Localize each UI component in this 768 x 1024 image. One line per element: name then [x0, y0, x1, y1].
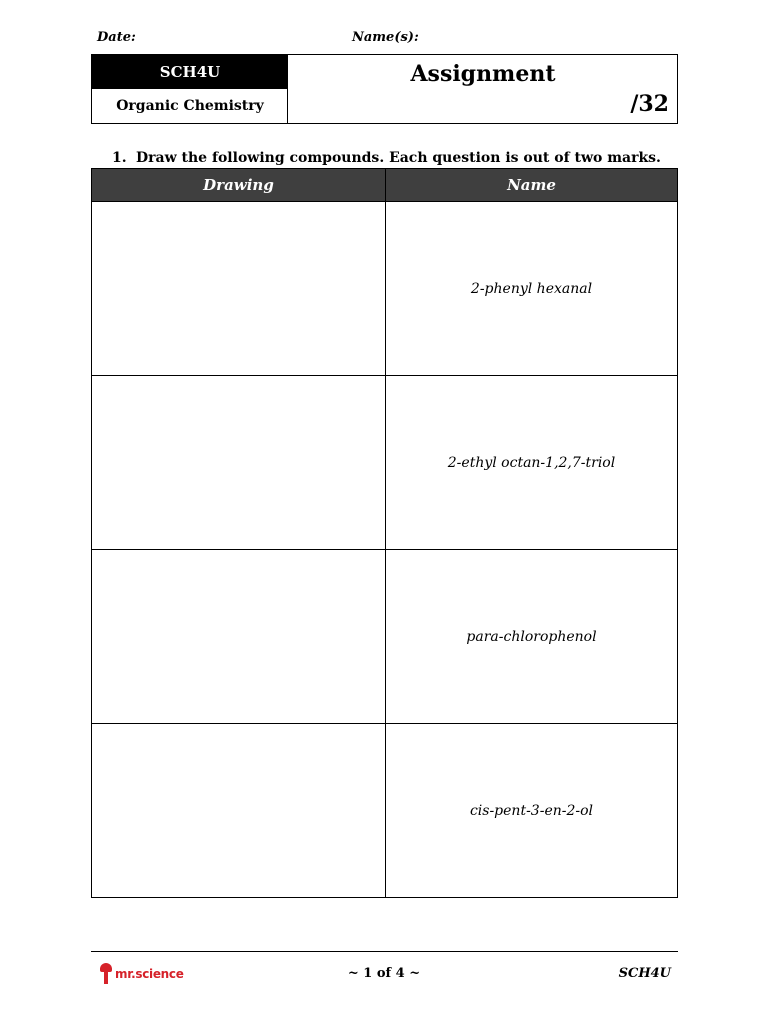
drawing-cell[interactable]: [92, 550, 386, 724]
names-label: Name(s):: [352, 30, 419, 45]
page-number: ~ 1 of 4 ~: [347, 966, 421, 981]
course-name: Organic Chemistry: [92, 88, 288, 123]
compound-name-cell: 2-ethyl octan-1,2,7-triol: [386, 376, 678, 550]
table-row: [92, 202, 678, 376]
question-number: 1.: [112, 150, 127, 166]
compound-name-cell: cis-pent-3-en-2-ol: [386, 724, 678, 898]
table-row: [92, 724, 678, 898]
header-box: [91, 54, 678, 124]
column-header-name: Name: [386, 169, 678, 202]
question-text: Draw the following compounds. Each question is out of two marks.: [136, 150, 661, 166]
assignment-title: Assignment: [410, 61, 556, 87]
total-marks: /32: [630, 91, 669, 117]
footer-divider: [91, 951, 678, 952]
column-header-drawing: Drawing: [92, 169, 386, 202]
drawing-cell[interactable]: [92, 202, 386, 376]
table-row: [92, 550, 678, 724]
table-row: [92, 376, 678, 550]
compound-name-cell: 2-phenyl hexanal: [386, 202, 678, 376]
logo-text: mr.science: [115, 967, 184, 981]
compound-name-cell: para-chlorophenol: [386, 550, 678, 724]
table-header-row: [92, 169, 678, 202]
drawing-cell[interactable]: [92, 376, 386, 550]
footer-course-code: SCH4U: [618, 966, 671, 981]
compounds-table: [91, 168, 678, 898]
course-code: SCH4U: [92, 55, 288, 88]
question-1: [112, 150, 661, 166]
drawing-cell[interactable]: [92, 724, 386, 898]
date-label: Date:: [97, 30, 136, 45]
